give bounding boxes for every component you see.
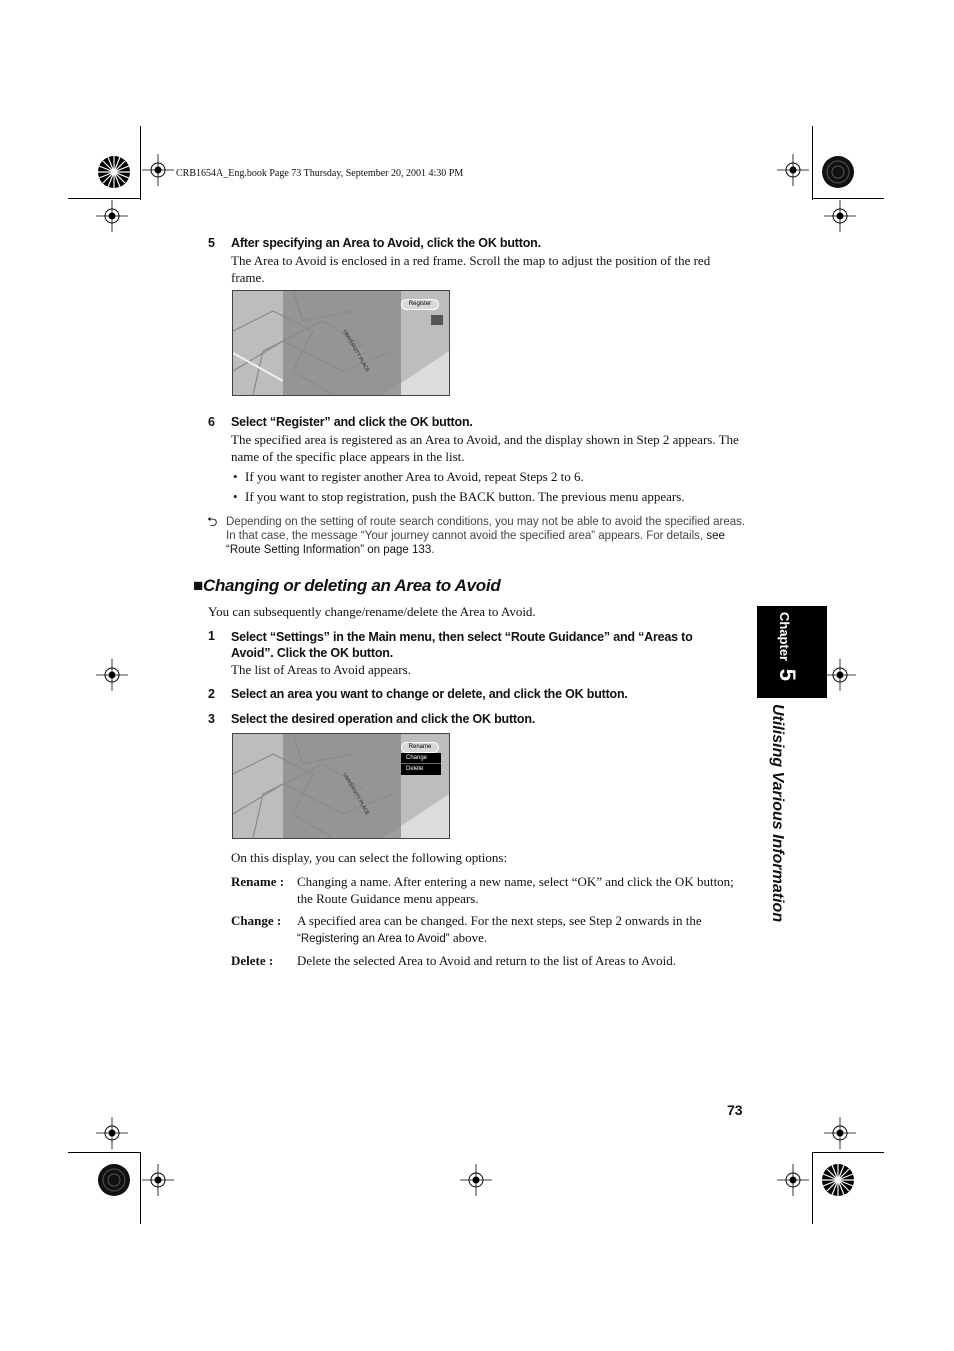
section-title: Changing or deleting an Area to Avoid <box>202 576 501 595</box>
section-intro: You can subsequently change/rename/delete the Area to Avoid. <box>208 604 536 619</box>
note-end: . <box>431 544 435 556</box>
step-body: The specified area is registered as an Area to Avoid, and the display shown in Step 2 appears. The name of the specific place appears in the list. <box>231 432 739 464</box>
bullet-item: If you want to stop registration, push the BACK button. The previous menu appears. <box>245 489 685 504</box>
option-desc-end: above. <box>449 930 488 945</box>
step-body: The list of Areas to Avoid appears. <box>231 662 411 677</box>
step-number: 5 <box>208 236 215 250</box>
step-title: Select the desired operation and click the OK button. <box>231 712 536 726</box>
option-desc-link[interactable]: “Registering an Area to Avoid” <box>297 933 450 945</box>
chapter-tab <box>757 606 827 698</box>
step-title: Select “Register” and click the OK button. <box>231 415 473 429</box>
option-desc-text: A specified area can be changed. For the next steps, see Step 2 onwards in the <box>297 913 702 928</box>
map-screen-edit <box>232 733 450 839</box>
chapter-number: 5 <box>775 668 800 681</box>
option-desc <box>297 912 747 948</box>
step-title: Select “Settings” in the Main menu, then select “Route Guidance” and “Areas to Avoid”. Click the OK button. <box>231 630 693 660</box>
step-title: After specifying an Area to Avoid, click the OK button. <box>231 236 541 250</box>
options-intro: On this display, you can select the following options: <box>231 850 508 865</box>
step-number: 2 <box>208 687 215 701</box>
note-arrow-icon: ⮌ <box>207 514 218 529</box>
bullet-item: If you want to register another Area to Avoid, repeat Steps 2 to 6. <box>245 469 584 484</box>
delete-menu-item[interactable]: Delete <box>406 766 424 772</box>
note <box>226 515 746 557</box>
map-street-label: UNIVERSITY PLACE <box>341 772 371 817</box>
option-term: Change : <box>231 913 282 928</box>
step-number: 6 <box>208 415 215 429</box>
chapter-word: Chapter <box>777 612 792 662</box>
page-number: 73 <box>727 1102 743 1118</box>
note-text: Depending on the setting of route search conditions, you may not be able to avoid the specified areas. In that case, the message “Your journey cannot avoid the specified area” appears. For details, <box>226 516 746 542</box>
step-title: Select an area you want to change or delete, and click the OK button. <box>231 687 628 701</box>
register-button[interactable]: Register <box>401 299 439 310</box>
print-header: CRB1654A_Eng.book Page 73 Thursday, September 20, 2001 4:30 PM <box>176 168 464 179</box>
option-term: Rename : <box>231 874 285 889</box>
section-marker-icon: ■ <box>193 576 203 595</box>
edit-menu <box>401 753 441 775</box>
bullet-marker: • <box>233 469 238 484</box>
map-street-label: UNIVERSITY PLACE <box>341 329 371 374</box>
rename-button[interactable]: Rename <box>401 742 439 753</box>
section-heading <box>193 576 500 596</box>
note-link[interactable]: see “Route Setting Information” on page 133 <box>226 530 725 556</box>
step-number: 3 <box>208 712 215 726</box>
bullet-marker: • <box>233 489 238 504</box>
option-desc: Delete the selected Area to Avoid and return to the list of Areas to Avoid. <box>297 953 676 968</box>
map-screen-register <box>232 290 450 396</box>
chapter-label <box>774 612 800 681</box>
change-menu-item[interactable]: Change <box>401 753 441 764</box>
step-number: 1 <box>208 629 215 643</box>
step-body: The Area to Avoid is enclosed in a red frame. Scroll the map to adjust the position of the red frame. <box>231 253 711 285</box>
option-term: Delete : <box>231 953 274 968</box>
chapter-title: Utilising Various Information <box>769 704 786 923</box>
option-desc: Changing a name. After entering a new name, select “OK” and click the OK button; the Route Guidance menu appears. <box>297 874 734 906</box>
